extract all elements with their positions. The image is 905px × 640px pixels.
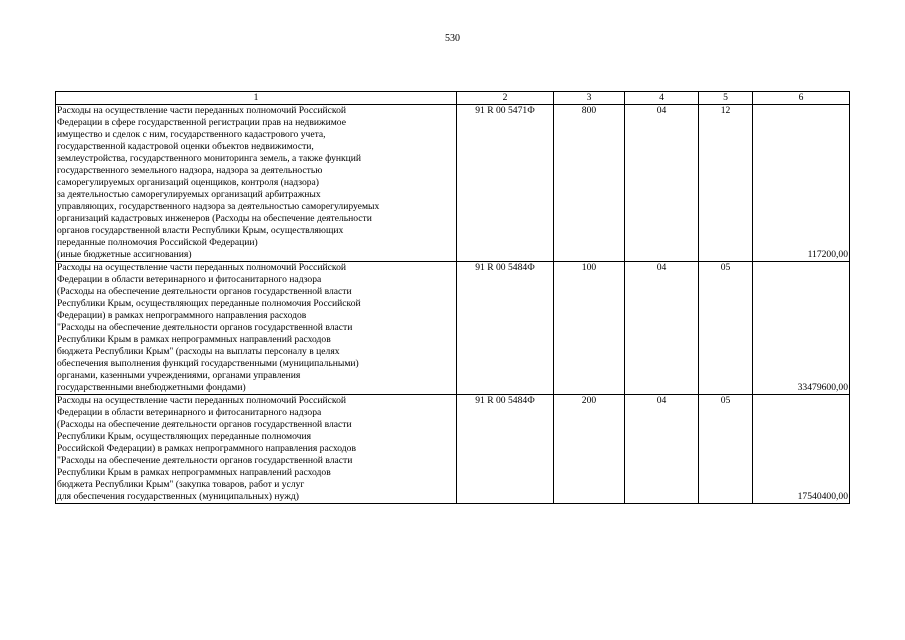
description-line: органов государственной власти Республики Крым, осуществляющих	[57, 225, 344, 236]
section-code: 04	[625, 395, 699, 504]
description-line: Республики Крым, осуществляющих переданные полномочия Российской	[57, 298, 361, 309]
header-col-6: 6	[753, 92, 850, 105]
expense-type: 200	[554, 395, 625, 504]
description-line: Расходы на осуществление части переданных полномочий Российской	[57, 395, 347, 406]
description-line: (Расходы на обеспечение деятельности органов государственной власти	[57, 419, 352, 430]
description-line: Российской Федерации) в рамках непрограммного направления расходов	[57, 443, 357, 454]
subsection-code: 12	[699, 105, 753, 262]
description-line: (Расходы на обеспечение деятельности органов государственной власти	[57, 286, 352, 297]
description-line: Федерации) в рамках непрограммного направления расходов	[57, 310, 307, 321]
expense-description	[56, 262, 457, 395]
description-line: Расходы на осуществление части переданных полномочий Российской	[57, 105, 347, 116]
header-col-5: 5	[699, 92, 753, 105]
table-header-row	[56, 92, 850, 105]
description-line: Федерации в сфере государственной регистрации прав на недвижимое	[57, 117, 346, 128]
budget-table	[55, 91, 850, 504]
description-line: переданные полномочия Российской Федерации)	[57, 237, 258, 248]
description-line: "Расходы на обеспечение деятельности органов государственной власти	[57, 322, 353, 333]
description-line: Федерации в области ветеринарного и фитосанитарного надзора	[57, 407, 322, 418]
description-line: Расходы на осуществление части переданных полномочий Российской	[57, 262, 347, 273]
description-line: государственными внебюджетными фондами)	[57, 382, 246, 393]
description-line: бюджета Республики Крым" (расходы на выплаты персоналу в целях	[57, 346, 340, 357]
description-line: имущество и сделок с ним, государственного кадастрового учета,	[57, 129, 326, 140]
table-row	[56, 105, 850, 262]
description-line: (иные бюджетные ассигнования)	[57, 249, 192, 260]
description-line: Федерации в области ветеринарного и фитосанитарного надзора	[57, 274, 322, 285]
expense-type: 800	[554, 105, 625, 262]
expense-description	[56, 395, 457, 504]
target-code: 91 R 00 5471Ф	[457, 105, 554, 262]
description-line: бюджета Республики Крым" (закупка товаров, работ и услуг	[57, 479, 305, 490]
description-line: "Расходы на обеспечение деятельности органов государственной власти	[57, 455, 353, 466]
amount: 117200,00	[753, 105, 850, 262]
subsection-code: 05	[699, 395, 753, 504]
target-code: 91 R 00 5484Ф	[457, 395, 554, 504]
description-line: организаций кадастровых инженеров (Расходы на обеспечение деятельности	[57, 213, 372, 224]
description-line: за деятельностью саморегулируемых организаций арбитражных	[57, 189, 321, 200]
table-row	[56, 395, 850, 504]
description-line: управляющих, государственного надзора за деятельностью саморегулируемых	[57, 201, 380, 212]
subsection-code: 05	[699, 262, 753, 395]
header-col-4: 4	[625, 92, 699, 105]
description-line: Республики Крым, осуществляющих переданные полномочия	[57, 431, 311, 442]
description-line: саморегулируемых организаций оценщиков, контроля (надзора)	[57, 177, 319, 188]
expense-type: 100	[554, 262, 625, 395]
description-line: для обеспечения государственных (муниципальных) нужд)	[57, 491, 299, 502]
target-code: 91 R 00 5484Ф	[457, 262, 554, 395]
description-line: государственного земельного надзора, надзора за деятельностью	[57, 165, 323, 176]
description-line: обеспечения выполнения функций государственными (муниципальными)	[57, 358, 359, 369]
section-code: 04	[625, 105, 699, 262]
page-number: 530	[445, 33, 460, 44]
header-col-1: 1	[56, 92, 457, 105]
description-line: землеустройства, государственного мониторинга земель, а также функций	[57, 153, 362, 164]
description-line: государственной кадастровой оценки объектов недвижимости,	[57, 141, 314, 152]
header-col-2: 2	[457, 92, 554, 105]
table-row	[56, 262, 850, 395]
section-code: 04	[625, 262, 699, 395]
amount: 33479600,00	[753, 262, 850, 395]
description-line: Республики Крым в рамках непрограммных направлений расходов	[57, 334, 331, 345]
header-col-3: 3	[554, 92, 625, 105]
expense-description	[56, 105, 457, 262]
description-line: органами, казенными учреждениями, органами управления	[57, 370, 301, 381]
amount: 17540400,00	[753, 395, 850, 504]
description-line: Республики Крым в рамках непрограммных направлений расходов	[57, 467, 331, 478]
